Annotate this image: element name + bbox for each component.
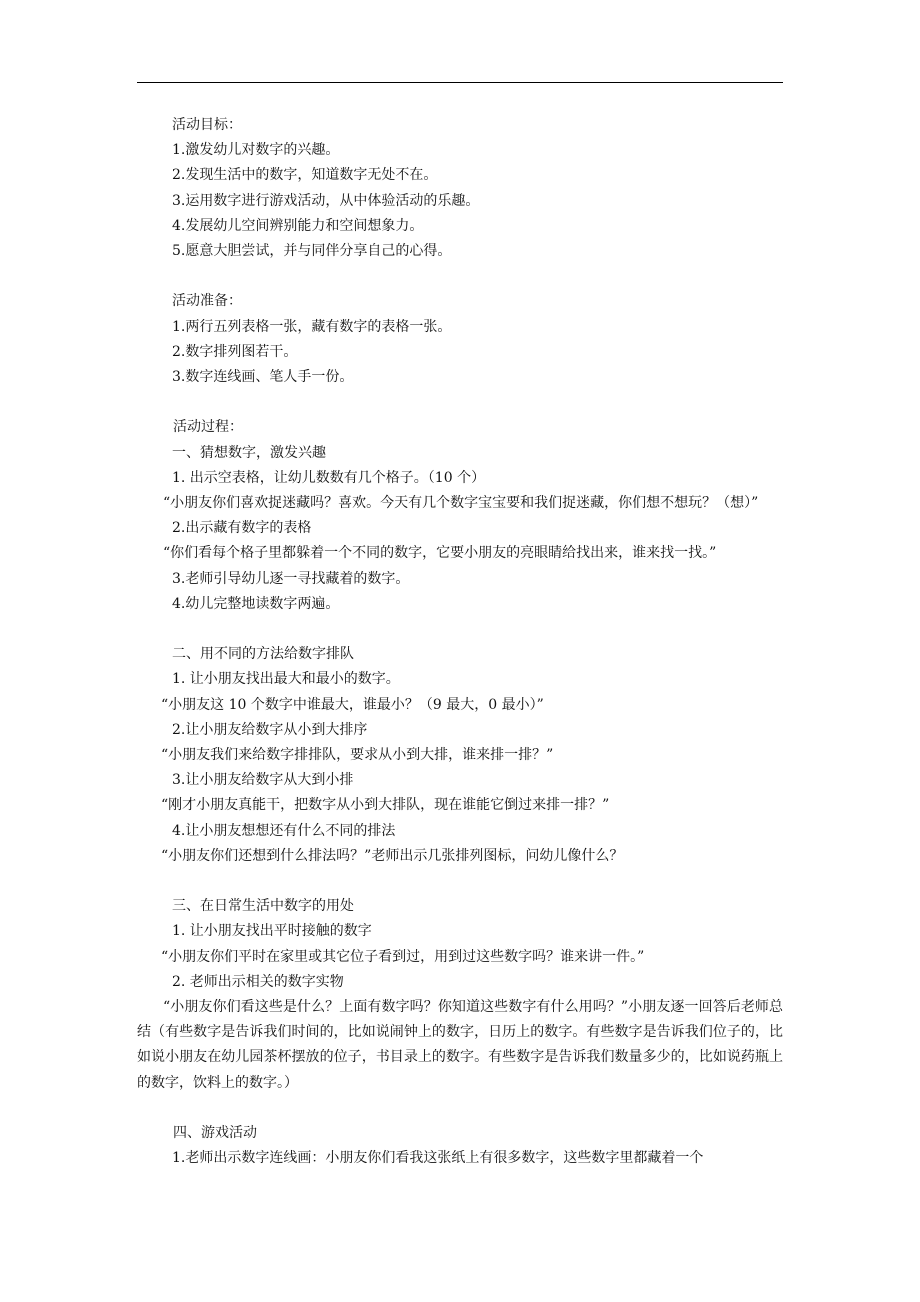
step-line: 3.老师引导幼儿逐一寻找藏着的数字。: [172, 570, 410, 587]
spacer: [137, 617, 783, 642]
step-line: 1.老师出示数字连线画：小朋友你们看我这张纸上有很多数字，这些数字里都藏着一个: [172, 1150, 704, 1167]
prep-item: 3.数字连线画、笔人手一份。: [172, 369, 354, 386]
step-line: 2.出示藏有数字的表格: [172, 520, 312, 537]
spacer: [137, 869, 783, 894]
quote-paragraph: “你们看每个格子里都躲着一个不同的数字，它要小朋友的亮眼睛给找出来，谁来找一找。”: [163, 545, 717, 562]
section-title: 二、用不同的方法给数字排队: [172, 646, 354, 663]
step-line: 3.让小朋友给数字从大到小排: [172, 772, 354, 789]
quote-line: “小朋友你们平时在家里或其它位子看到过，用到过这些数字吗？谁来讲一件。”: [161, 948, 645, 965]
quote-paragraph: “小朋友你们喜欢捉迷藏吗？喜欢。今天有几个数字宝宝要和我们捉迷藏，你们想不想玩？（想）”: [163, 495, 759, 512]
spacer: [137, 264, 783, 289]
quote-line: “小朋友你们还想到什么排法吗？”老师出示几张排列图标，问幼儿像什么？: [161, 847, 624, 864]
goals-heading: 活动目标：: [172, 117, 242, 133]
document-body: [137, 113, 783, 1171]
step-line: 4.幼儿完整地读数字两遍。: [172, 595, 340, 612]
goal-item: 4.发展幼儿空间辨别能力和空间想象力。: [172, 217, 424, 234]
step-line: 1. 让小朋友找出平时接触的数字: [172, 923, 372, 940]
quote-line: “小朋友我们来给数字排排队，要求从小到大排，谁来排一排？”: [161, 747, 554, 764]
goal-item: 3.运用数字进行游戏活动，从中体验活动的乐趣。: [172, 192, 480, 209]
step-line: 1. 让小朋友找出最大和最小的数字。: [172, 671, 400, 688]
step-line: 2. 老师出示相关的数字实物: [172, 973, 344, 990]
quote-paragraph: “小朋友你们看这些是什么？上面有数字吗？你知道这些数字有什么用吗？”小朋友逐一回答后老师总结（有些数字是告诉我们时间的，比如说闹钟上的数字，日历上的数字。有些数字是告诉我们位子的，比如说小朋友在幼儿园茶杯摆放的位子，书目录上的数字。有些数字是告诉我们数量多少的，比如说药瓶上的数字，饮料上的数字。）: [137, 999, 783, 1091]
header-rule: [137, 82, 783, 83]
section-title: 四、游戏活动: [173, 1125, 257, 1142]
prep-heading: 活动准备：: [172, 293, 242, 310]
step-line: 1. 出示空表格，让幼儿数数有几个格子。（10 个）: [172, 469, 486, 486]
section-title: 一、猜想数字，激发兴趣: [172, 444, 326, 461]
goal-item: 2.发现生活中的数字，知道数字无处不在。: [172, 167, 438, 184]
prep-item: 1.两行五列表格一张，藏有数字的表格一张。: [172, 318, 452, 335]
step-line: 2.让小朋友给数字从小到大排序: [172, 721, 368, 738]
quote-line: “小朋友这 10 个数字中谁最大，谁最小？（9 最大，0 最小）”: [161, 696, 544, 713]
step-line: 4.让小朋友想想还有什么不同的排法: [172, 822, 396, 839]
section-title: 三、在日常生活中数字的用处: [172, 898, 354, 915]
goal-item: 1.激发幼儿对数字的兴趣。: [172, 142, 340, 159]
spacer: [137, 1096, 783, 1121]
goal-item: 5.愿意大胆尝试，并与同伴分享自己的心得。: [172, 243, 452, 260]
quote-line: “刚才小朋友真能干，把数字从小到大排队，现在谁能它倒过来排一排？”: [161, 797, 610, 814]
prep-item: 2.数字排列图若干。: [172, 343, 298, 360]
process-heading: 活动过程：: [173, 419, 243, 436]
spacer: [137, 390, 783, 415]
